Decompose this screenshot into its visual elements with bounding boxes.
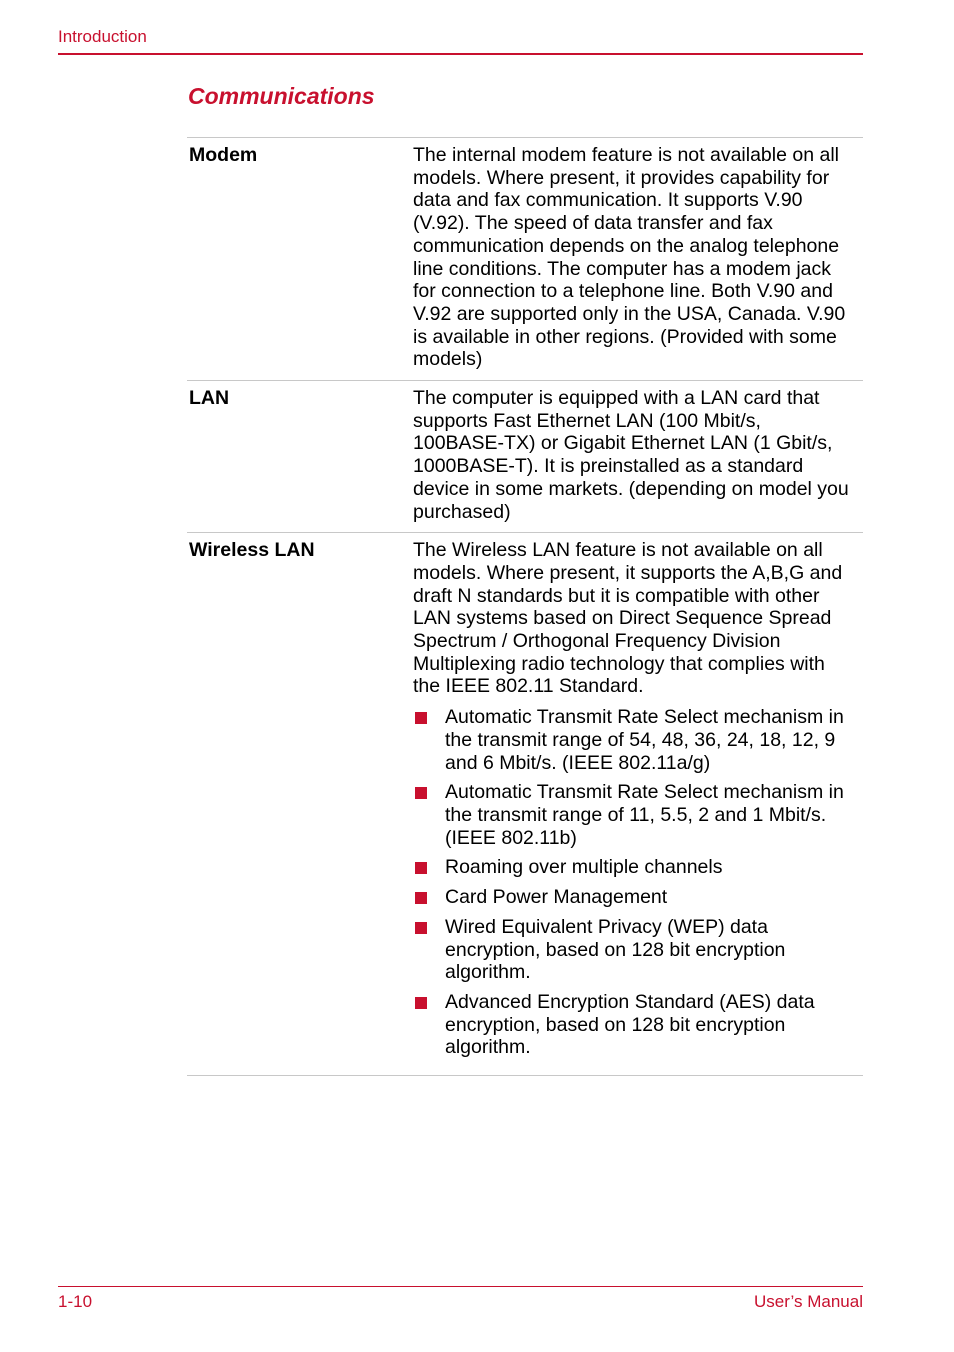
spec-label: Modem bbox=[189, 144, 258, 166]
square-bullet-icon bbox=[413, 916, 445, 984]
spec-description: The Wireless LAN feature is not available on all models. Where present, it supports the A,B,G and draft N standards but it is compatible with other LAN systems based on Direct Sequence Spread Spectrum / Orthogonal Frequency Division Multiplexing radio technology that complies with the IEEE 802.11 Standard. bbox=[413, 539, 843, 698]
square-bullet-icon bbox=[413, 991, 445, 1059]
bullet-text: Advanced Encryption Standard (AES) data encryption, based on 128 bit encryption algorithm. bbox=[445, 990, 815, 1059]
list-item bbox=[413, 991, 855, 1059]
list-item bbox=[413, 781, 855, 849]
spec-description: The computer is equipped with a LAN card that supports Fast Ethernet LAN (100 Mbit/s, 100BASE-TX) or Gigabit Ethernet LAN (1 Gbit/s, 1000BASE-T). It is preinstalled as a standard device in some markets. (depending on model you purchased) bbox=[413, 387, 849, 523]
list-item bbox=[413, 706, 855, 774]
list-item bbox=[413, 916, 855, 984]
list-item bbox=[413, 856, 855, 879]
spec-label: LAN bbox=[189, 387, 230, 410]
header-divider bbox=[58, 53, 863, 55]
spec-row-wireless-lan bbox=[187, 532, 863, 1075]
list-item bbox=[413, 886, 855, 909]
page-number: 1-10 bbox=[58, 1292, 93, 1311]
spec-row-lan bbox=[187, 380, 863, 532]
spec-row-modem bbox=[187, 138, 863, 380]
spec-description: The internal modem feature is not available on all models. Where present, it provides capability for data and fax communication. It supports V.90 (V.92). The speed of data transfer and fax communication depends on the analog telephone line conditions. The computer has a modem jack for connection to a telephone line. Both V.90 and V.92 are supported only in the USA, Canada. V.90 is available in other regions. (Provided with some models) bbox=[413, 144, 846, 371]
spec-table bbox=[187, 137, 863, 1076]
spec-description-container bbox=[413, 539, 863, 1066]
bullet-text: Roaming over multiple channels bbox=[445, 856, 723, 879]
square-bullet-icon bbox=[413, 706, 445, 774]
square-bullet-icon bbox=[413, 781, 445, 849]
square-bullet-icon bbox=[413, 886, 445, 909]
bullet-text: Automatic Transmit Rate Select mechanism in the transmit range of 54, 48, 36, 24, 18, 12, 9 and 6 Mbit/s. (IEEE 802.11a/g) bbox=[445, 706, 844, 774]
spec-label: Wireless LAN bbox=[189, 539, 315, 562]
manual-title: User’s Manual bbox=[754, 1292, 863, 1311]
bullet-text: Wired Equivalent Privacy (WEP) data encryption, based on 128 bit encryption algorithm. bbox=[445, 915, 786, 984]
footer-divider bbox=[58, 1286, 863, 1287]
running-header: Introduction bbox=[58, 27, 147, 46]
section-title: Communications bbox=[188, 83, 375, 109]
feature-bullet-list bbox=[413, 706, 855, 1059]
bullet-text: Automatic Transmit Rate Select mechanism in the transmit range of 11, 5.5, 2 and 1 Mbit/s. (IEEE 802.11b) bbox=[445, 781, 844, 849]
bullet-text: Card Power Management bbox=[445, 886, 668, 909]
square-bullet-icon bbox=[413, 856, 445, 879]
